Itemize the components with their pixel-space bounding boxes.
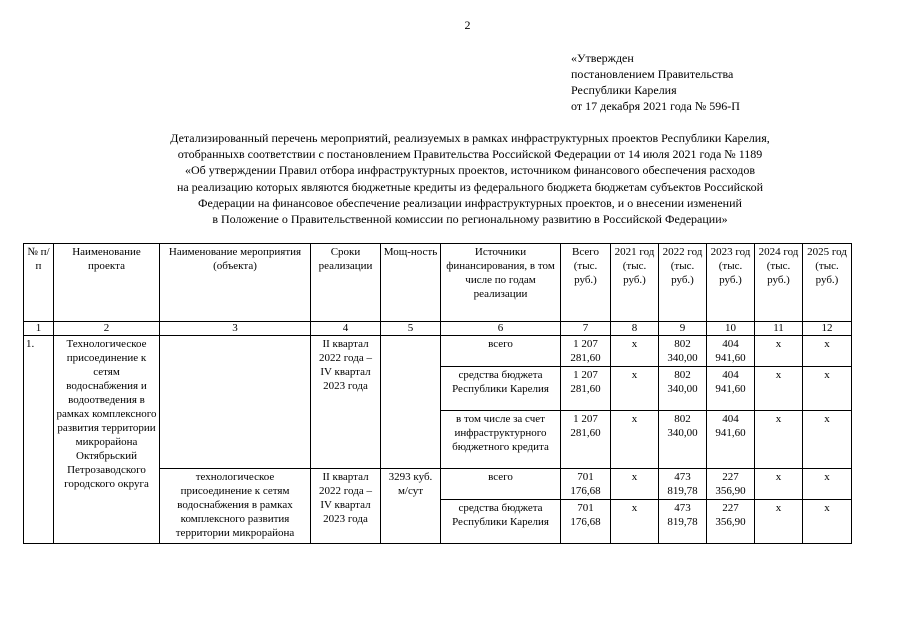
year-value: 404 941,60 <box>707 411 755 469</box>
year-value: х <box>803 500 852 544</box>
funding-source: в том числе за счет инфраструктурного бюджетного кредита <box>441 411 561 469</box>
header-cell: 2025 год (тыс. руб.) <box>803 244 852 322</box>
total-value: 1 207 281,60 <box>561 411 611 469</box>
year-value: 404 941,60 <box>707 367 755 411</box>
year-value: х <box>755 367 803 411</box>
header-cell: 2024 год (тыс. руб.) <box>755 244 803 322</box>
header-cell: Наименование проекта <box>54 244 160 322</box>
year-value: 473 819,78 <box>659 500 707 544</box>
header-cell: 2023 год (тыс. руб.) <box>707 244 755 322</box>
row-number: 1. <box>24 336 54 544</box>
year-value: х <box>611 336 659 367</box>
title-line: Федерации на финансовое обеспечение реализации инфраструктурных проектов, и о внесении изменений <box>198 195 742 210</box>
title-line: отобранныхв соответствии с постановлением Правительства Российской Федерации от 14 июля 2021 года № 1189 <box>177 147 763 162</box>
header-cell: № п/п <box>24 244 54 322</box>
header-cell: Наименование мероприятия (объекта) <box>160 244 311 322</box>
page-number: 2 <box>464 18 471 32</box>
year-value: х <box>803 367 852 411</box>
year-value: 802 340,00 <box>659 336 707 367</box>
title-line: «Об утверждении Правил отбора инфраструктурных проектов, источником финансового обеспечения расходов <box>185 163 755 178</box>
total-value: 1 207 281,60 <box>561 367 611 411</box>
year-value: х <box>803 469 852 500</box>
measures-table <box>23 243 852 544</box>
approval-block <box>571 50 740 114</box>
year-value: х <box>755 411 803 469</box>
funding-source: всего <box>441 469 561 500</box>
document-title <box>60 130 880 227</box>
approval-line: постановлением Правительства <box>571 67 734 81</box>
title-line: на реализацию которых являются бюджетные кредиты из федерального бюджета бюджетам субъектов Российской <box>176 179 764 194</box>
project-period: II квартал 2022 года – IV квартал 2023 года <box>311 336 381 469</box>
year-value: х <box>611 411 659 469</box>
year-value: 404 941,60 <box>707 336 755 367</box>
column-number-row <box>24 322 852 336</box>
column-number: 9 <box>659 322 707 336</box>
project-capacity <box>381 336 441 469</box>
year-value: 802 340,00 <box>659 367 707 411</box>
year-value: х <box>755 500 803 544</box>
header-cell: Мощ-ность <box>381 244 441 322</box>
measure-capacity: 3293 куб. м/сут <box>381 469 441 544</box>
header-cell: 2022 год (тыс. руб.) <box>659 244 707 322</box>
year-value: 227 356,90 <box>707 469 755 500</box>
year-value: х <box>755 336 803 367</box>
year-value: 473 819,78 <box>659 469 707 500</box>
year-value: х <box>611 367 659 411</box>
column-number: 10 <box>707 322 755 336</box>
year-value: х <box>755 469 803 500</box>
year-value: х <box>611 500 659 544</box>
header-cell: Сроки реализации <box>311 244 381 322</box>
approval-line: «Утвержден <box>571 51 634 65</box>
column-number: 12 <box>803 322 852 336</box>
total-value: 701 176,68 <box>561 469 611 500</box>
table-row <box>24 336 852 367</box>
column-number: 4 <box>311 322 381 336</box>
measure-name <box>160 336 311 469</box>
column-number: 11 <box>755 322 803 336</box>
header-row <box>24 244 852 322</box>
year-value: х <box>803 336 852 367</box>
title-line: в Положение о Правительственной комиссии по региональному развитию в Российской Федерации» <box>212 212 728 227</box>
title-line: Детализированный перечень мероприятий, реализуемых в рамках инфраструктурных проектов Республики Карелия, <box>170 131 770 145</box>
measure-name: технологическое присоединение к сетям водоснабжения в рамках комплексного развития территории микрорайона <box>160 469 311 544</box>
funding-source: всего <box>441 336 561 367</box>
total-value: 701 176,68 <box>561 500 611 544</box>
funding-source: средства бюджета Республики Карелия <box>441 367 561 411</box>
header-cell: Всего (тыс. руб.) <box>561 244 611 322</box>
header-cell: 2021 год (тыс. руб.) <box>611 244 659 322</box>
column-number: 5 <box>381 322 441 336</box>
column-number: 2 <box>54 322 160 336</box>
approval-line: от 17 декабря 2021 года № 596-П <box>571 99 740 113</box>
column-number: 3 <box>160 322 311 336</box>
column-number: 7 <box>561 322 611 336</box>
year-value: х <box>611 469 659 500</box>
total-value: 1 207 281,60 <box>561 336 611 367</box>
year-value: 802 340,00 <box>659 411 707 469</box>
funding-source: средства бюджета Республики Карелия <box>441 500 561 544</box>
project-name: Технологическое присоединение к сетям водоснабжения и водоотведения в рамках комплексного развития территории микрорайона Октябрьский Петрозаводского городского округа <box>54 336 160 544</box>
header-cell: Источники финансирования, в том числе по годам реализации <box>441 244 561 322</box>
year-value: 227 356,90 <box>707 500 755 544</box>
approval-line: Республики Карелия <box>571 83 677 97</box>
year-value: х <box>803 411 852 469</box>
column-number: 8 <box>611 322 659 336</box>
measure-period: II квартал 2022 года – IV квартал 2023 года <box>311 469 381 544</box>
column-number: 6 <box>441 322 561 336</box>
column-number: 1 <box>24 322 54 336</box>
